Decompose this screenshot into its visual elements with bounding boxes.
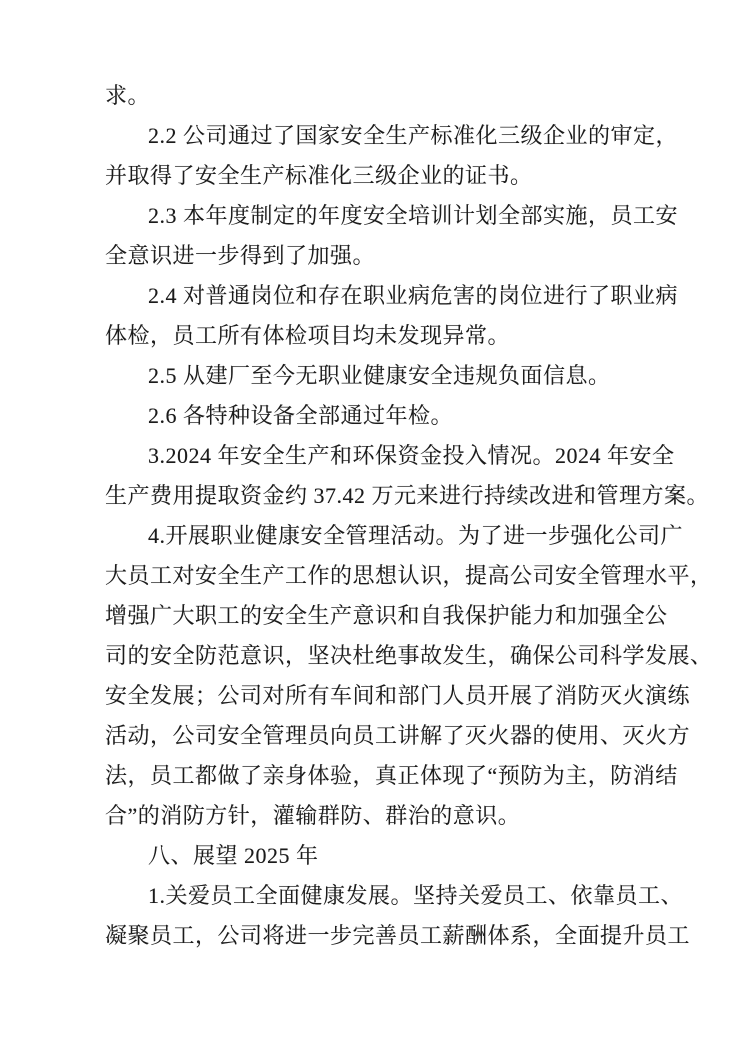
text-line: 增强广大职工的安全生产意识和自我保护能力和加强全公 xyxy=(105,603,668,628)
text-line: 大员工对安全生产工作的思想认识，提高公司安全管理水平， xyxy=(105,563,713,588)
text-line: 法，员工都做了亲身体验，真正体现了“预防为主，防消结 xyxy=(105,763,678,788)
document-text-block xyxy=(105,76,713,956)
text-line: 求。 xyxy=(105,83,151,108)
text-line: 安全发展；公司对所有车间和部门人员开展了消防灭火演练 xyxy=(105,683,691,708)
text-line: 司的安全防范意识，坚决杜绝事故发生，确保公司科学发展、 xyxy=(105,643,713,668)
text-line: 生产费用提取资金约 37.42 万元来进行持续改进和管理方案。 xyxy=(105,483,710,508)
text-line: 八、展望 2025 年 xyxy=(148,843,319,868)
text-line: 合”的消防方针，灌输群防、群治的意识。 xyxy=(105,803,521,828)
text-line: 2.5 从建厂至今无职业健康安全违规负面信息。 xyxy=(148,363,611,388)
text-line: 体检，员工所有体检项目均未发现异常。 xyxy=(105,323,511,348)
text-line: 2.6 各特种设备全部通过年检。 xyxy=(148,403,454,428)
text-line: 活动，公司安全管理员向员工讲解了灭火器的使用、灭火方 xyxy=(105,723,691,748)
text-line: 全意识进一步得到了加强。 xyxy=(105,243,376,268)
text-line: 1.关爱员工全面健康发展。坚持关爱员工、依靠员工、 xyxy=(148,883,684,908)
text-line: 2.4 对普通岗位和存在职业病危害的岗位进行了职业病 xyxy=(148,283,679,308)
text-line: 并取得了安全生产标准化三级企业的证书。 xyxy=(105,163,533,188)
text-line: 2.2 公司通过了国家安全生产标准化三级企业的审定， xyxy=(148,123,679,148)
text-line: 4.开展职业健康安全管理活动。为了进一步强化公司广 xyxy=(148,523,684,548)
text-line: 3.2024 年安全生产和环保资金投入情况。2024 年安全 xyxy=(148,443,675,468)
text-line: 凝聚员工，公司将进一步完善员工薪酬体系，全面提升员工 xyxy=(105,923,691,948)
text-line: 2.3 本年度制定的年度安全培训计划全部实施，员工安 xyxy=(148,203,679,228)
